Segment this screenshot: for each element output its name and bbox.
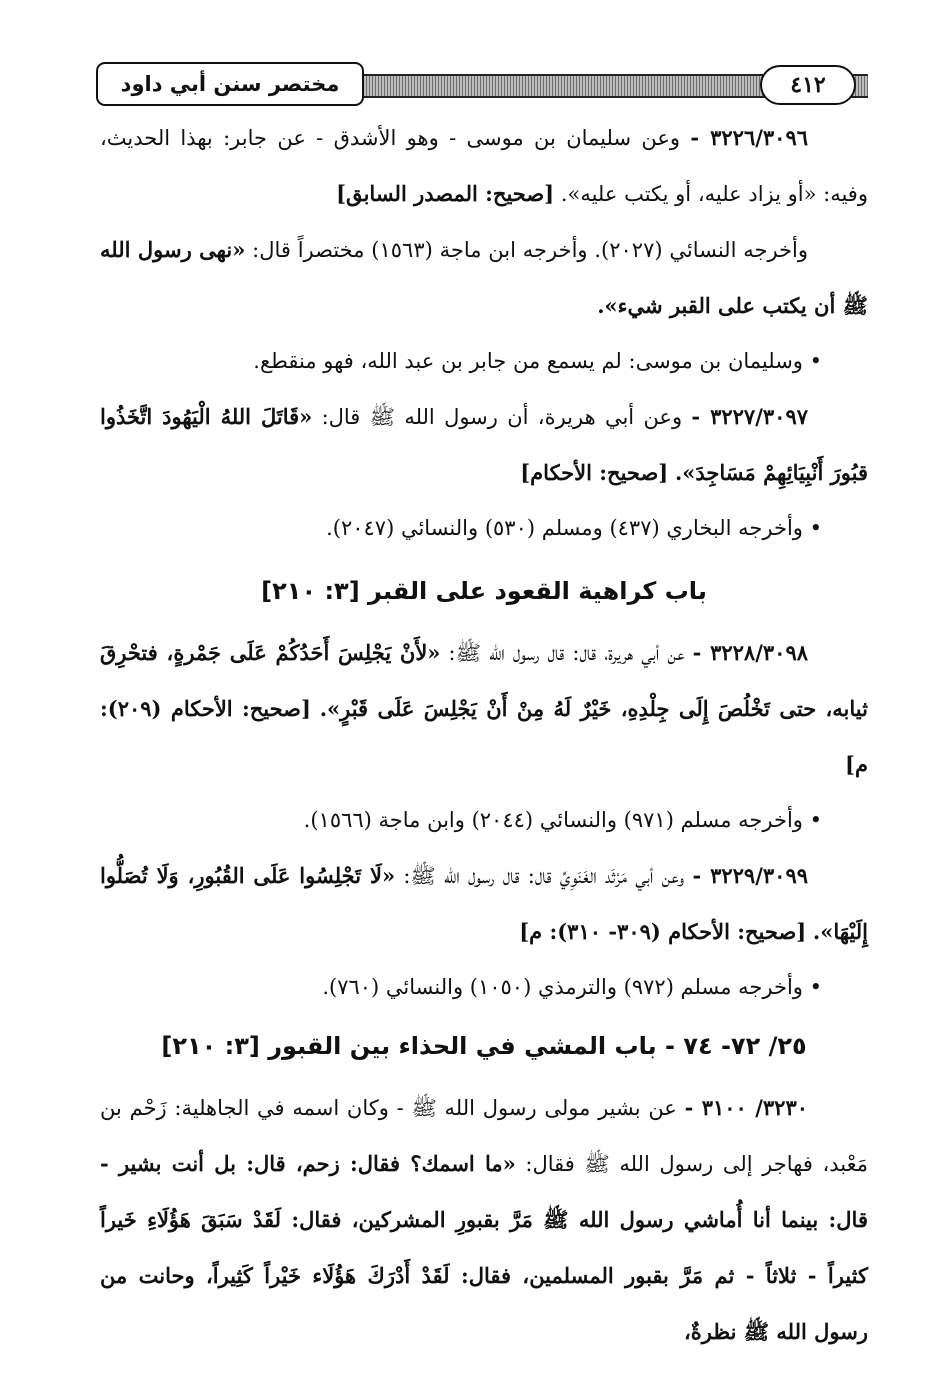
hadith-grade: [صحيح: المصدر السابق]	[336, 181, 555, 206]
hadith-quote: «لأَنْ يَجْلِسَ أَحَدُكُمْ عَلَى جَمْرةٍ، فتحْرِقَ ثيابه، حتى تَخْلُصَ إِلَى جِلْدِهِ، خَيْرٌ لَهُ مِنْ أَنْ يَجْلِسَ عَلَى قَبْرٍ».	[100, 640, 868, 721]
hadith-number: ٣٢٢٨/٣٠٩٨ -	[692, 640, 808, 665]
hadith-text: وعن أبي مَرْثَد الغَنَوِيِّ قال: قال رسول الله ﷺ:	[403, 864, 685, 888]
hadith-3226	[100, 110, 868, 222]
hadith-3227	[100, 389, 868, 501]
page-number: ٤١٢	[760, 65, 856, 105]
hadith-grade: [صحيح: الأحكام]	[520, 460, 669, 485]
chapter-heading: باب كراهية القعود على القبر [٣: ٢١٠]	[261, 577, 707, 605]
hadith-grade: [صحيح: الأحكام (٣٠٩- ٣١٠): م]	[519, 919, 807, 944]
hadith-number: ٣٢٢٧/٣٠٩٧ -	[691, 404, 808, 429]
page-header	[96, 62, 868, 106]
hadith-number: ٣٢٣٠/ ٣١٠٠ -	[684, 1095, 809, 1120]
takhrij-quote: «نهى رسول الله ﷺ أن يكتب على القبر شيء».	[100, 237, 868, 318]
takhrij-text: وأخرجه النسائي (٢٠٢٧). وأخرجه ابن ماجة (١٥٦٣) مختصراً قال:	[252, 238, 808, 262]
chapter-heading: ٢٥/ ٧٢- ٧٤ - باب المشي في الحذاء بين القبور [٣: ٢١٠]	[161, 1032, 807, 1060]
takhrij-3229: • وأخرجه مسلم (٩٧٢) والترمذي (١٠٥٠) والنسائي (٧٦٠).	[322, 975, 822, 999]
hadith-grade: [صحيح: الأحكام (٢٠٩): م]	[100, 696, 868, 777]
hadith-3229	[100, 848, 868, 960]
takhrij-3226	[100, 222, 868, 334]
hadith-text: عن بشير مولى رسول الله ﷺ - وكان اسمه في الجاهلية: زَحْم بن مَعْبد، فهاجر إلى رسول الله ﷺ فقال:	[100, 1096, 868, 1176]
page-body	[100, 110, 868, 1360]
takhrij-3227: • وأخرجه البخاري (٤٣٧) ومسلم (٥٣٠) والنسائي (٢٠٤٧).	[326, 516, 822, 540]
book-title: مختصر سنن أبي داود	[96, 62, 364, 106]
hadith-number: ٣٢٢٦/٣٠٩٦ -	[690, 125, 809, 150]
hadith-text: وعن أبي هريرة، أن رسول الله ﷺ قال:	[321, 405, 683, 429]
hadith-text: وعن سليمان بن موسى - وهو الأشدق - عن جابر: بهذا الحديث، وفيه: «أو يزاد عليه، أو يكتب عليه».	[100, 126, 868, 206]
note-3226: • وسليمان بن موسى: لم يسمع من جابر بن عبد الله، فهو منقطع.	[253, 349, 822, 373]
hadith-quote: «قَاتَلَ اللهُ الْيَهُودَ اتَّخَذُوا قبُورَ أَنْبِيَائِهِمْ مَسَاجِدَ».	[100, 404, 868, 485]
hadith-3228	[100, 625, 868, 793]
hadith-number: ٣٢٢٩/٣٠٩٩ -	[692, 863, 808, 888]
hadith-quote: «لَا تَجْلِسُوا عَلَى القُبُورِ، وَلَا تُصَلُّوا إِلَيْهَا».	[100, 863, 868, 944]
hadith-quote: «ما اسمك؟ فقال: زحم، قال: بل أنت بشير - قال: بينما أنا أُماشي رسول الله ﷺ مَرَّ بقبورِ المشركين، فقال: لَقَدْ سَبَقَ هَؤُلَاءِ خَيراً كثيراً - ثلاثاً - ثم مَرَّ بقبور المسلمين، فقال: لَقَدْ أَدْرَكَ هَؤُلَاء خَيْراً كَثِيراً، وحانت من رسول الله ﷺ نظرةٌ،	[100, 1151, 868, 1344]
hadith-3230	[100, 1080, 868, 1360]
takhrij-3228: • وأخرجه مسلم (٩٧١) والنسائي (٢٠٤٤) وابن ماجة (١٥٦٦).	[303, 808, 822, 832]
hadith-text: عن أبي هريرة، قال: قال رسول الله ﷺ:	[448, 641, 685, 665]
